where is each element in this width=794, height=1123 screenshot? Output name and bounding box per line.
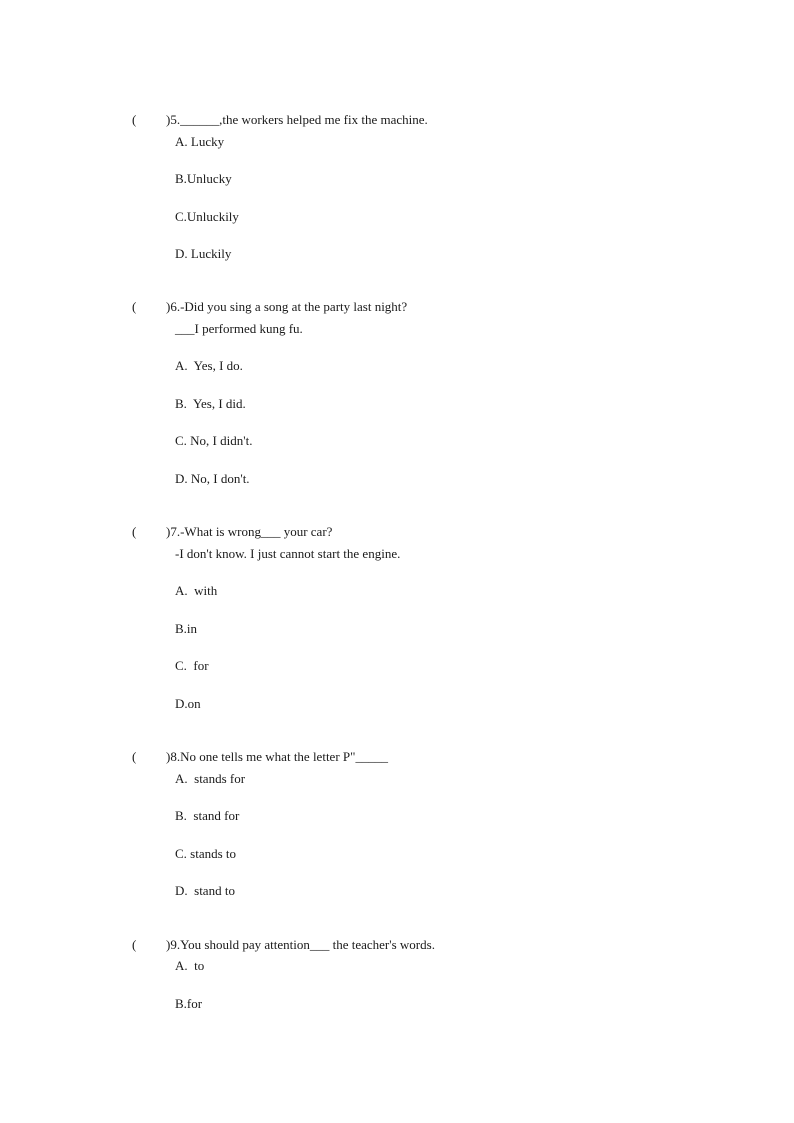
question-8 xyxy=(119,733,388,764)
option-d: D.on xyxy=(175,696,201,711)
question-number: )7. xyxy=(166,524,181,539)
answer-blank: ( xyxy=(132,112,137,127)
option-d: D. stand to xyxy=(175,883,235,898)
answer-blank: ( xyxy=(132,937,137,952)
question-number: )5. xyxy=(166,112,181,127)
option-b: B.for xyxy=(175,996,203,1011)
option-a: A. stands for xyxy=(175,771,246,786)
question-stem: -What is wrong___ your car? xyxy=(180,524,333,539)
answer-blank: ( xyxy=(132,299,137,314)
option-a: A. to xyxy=(175,958,205,973)
question-stem: -Did you sing a song at the party last night? xyxy=(180,299,408,314)
option-c: C. for xyxy=(175,658,209,673)
option-a: A. with xyxy=(175,583,218,598)
option-a: A. Lucky xyxy=(175,134,225,149)
question-9 xyxy=(119,921,435,952)
question-stem: No one tells me what the letter P"_____ xyxy=(180,749,388,764)
option-d: D. No, I don't. xyxy=(175,471,250,486)
option-b: B. Yes, I did. xyxy=(175,396,246,411)
question-6 xyxy=(119,283,408,314)
dialogue-line: ___I performed kung fu. xyxy=(175,321,303,336)
question-stem: You should pay attention___ the teacher's words. xyxy=(180,937,435,952)
question-stem: ______,the workers helped me fix the machine. xyxy=(180,112,428,127)
option-a: A. Yes, I do. xyxy=(175,358,243,373)
option-c: C.Unluckily xyxy=(175,209,239,224)
option-b: B. stand for xyxy=(175,808,240,823)
dialogue-line: -I don't know. I just cannot start the engine. xyxy=(175,546,401,561)
option-d: D. Luckily xyxy=(175,246,232,261)
question-7 xyxy=(119,508,333,539)
question-number: )9. xyxy=(166,937,181,952)
answer-blank: ( xyxy=(132,749,137,764)
answer-blank: ( xyxy=(132,524,137,539)
option-b: B.in xyxy=(175,621,198,636)
option-c: C. stands to xyxy=(175,846,237,861)
question-number: )6. xyxy=(166,299,181,314)
option-c: C. No, I didn't. xyxy=(175,433,253,448)
question-number: )8. xyxy=(166,749,181,764)
option-b: B.Unlucky xyxy=(175,171,232,186)
question-5 xyxy=(119,96,428,127)
